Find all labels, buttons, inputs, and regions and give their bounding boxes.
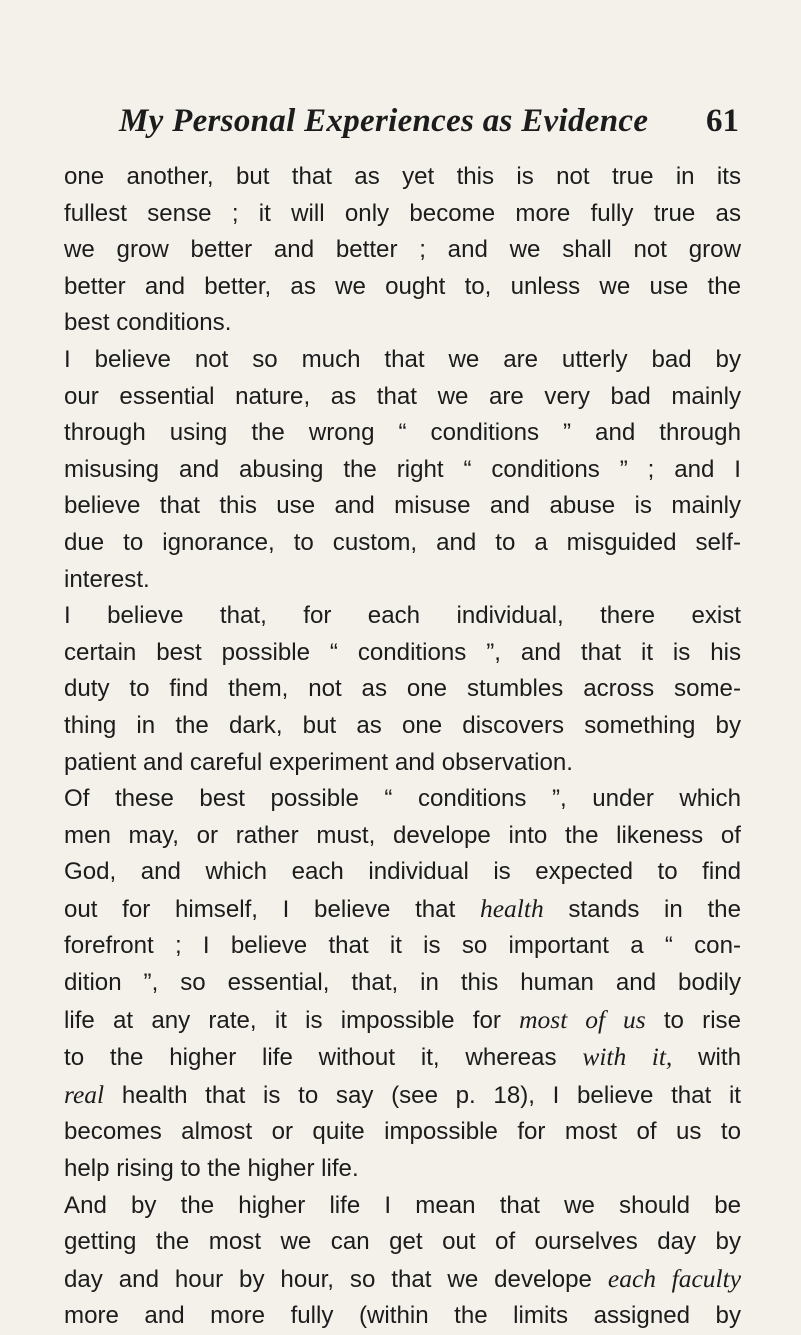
text-line: God, and which each individual is expected to find: [64, 858, 741, 886]
paragraph-5: [64, 1188, 741, 1335]
text-line: interest.: [64, 565, 150, 593]
text-line: out for himself, I believe that health stands in the: [64, 893, 741, 923]
paragraph-1: [64, 159, 741, 342]
text-line: Of these best possible “ conditions ”, under which: [64, 785, 741, 813]
text-line: misusing and abusing the right “ conditions ” ; and I: [64, 455, 741, 483]
text-line: believe that this use and misuse and abuse is mainly: [64, 492, 741, 520]
running-head: [64, 103, 741, 147]
text-line: getting the most we can get out of ourselves day by: [64, 1228, 741, 1256]
text-line: more and more fully (within the limits assigned by: [64, 1302, 741, 1330]
emphasis-text: real: [64, 1079, 105, 1109]
body-text: [64, 159, 741, 1335]
text-line: thing in the dark, but as one discovers something by: [64, 711, 741, 739]
text-line: due to ignorance, to custom, and to a misguided self-: [64, 528, 741, 556]
text-line: I believe that, for each individual, there exist: [64, 602, 741, 630]
text-line: real health that is to say (see p. 18), I believe that it: [64, 1079, 741, 1109]
text-line: certain best possible “ conditions ”, and that it is his: [64, 638, 741, 666]
paragraph-3: [64, 598, 741, 781]
text-line: life at any rate, it is impossible for most of us to rise: [64, 1004, 742, 1034]
text-line: better and better, as we ought to, unless we use the: [64, 272, 741, 300]
page-number: 61: [706, 103, 739, 139]
text-line: help rising to the higher life.: [64, 1155, 359, 1183]
text-line: to the higher life without it, whereas with it, with: [64, 1042, 741, 1072]
text-line: we grow better and better ; and we shall not grow: [64, 236, 741, 264]
text-line: fullest sense ; it will only become more fully true as: [64, 199, 741, 227]
running-title: My Personal Experiences as Evidence: [119, 103, 649, 139]
emphasis-text: with it,: [582, 1042, 673, 1072]
text-line: becomes almost or quite impossible for most of us to: [64, 1118, 741, 1146]
text-line: forefront ; I believe that it is so important a “ con-: [64, 932, 741, 960]
text-line: through using the wrong “ conditions ” and through: [64, 419, 741, 447]
paragraph-4: [64, 781, 741, 1188]
text-line: patient and careful experiment and observation.: [64, 748, 573, 776]
text-line: duty to find them, not as one stumbles across some-: [64, 675, 741, 703]
text-line: dition ”, so essential, that, in this human and bodily: [64, 969, 741, 997]
text-line: day and hour by hour, so that we develope each faculty: [64, 1263, 742, 1293]
text-line: I believe not so much that we are utterly bad by: [64, 345, 741, 373]
emphasis-text: health: [479, 893, 544, 923]
emphasis-text: most of us: [519, 1004, 646, 1034]
text-line: men may, or rather must, develope into the likeness of: [64, 821, 741, 849]
text-line: best conditions.: [64, 309, 232, 337]
paragraph-2: [64, 342, 741, 598]
text-line: And by the higher life I mean that we should be: [64, 1191, 741, 1219]
text-line: our essential nature, as that we are very bad mainly: [64, 382, 741, 410]
emphasis-text: each faculty: [607, 1263, 742, 1293]
text-line: one another, but that as yet this is not true in its: [64, 163, 741, 190]
